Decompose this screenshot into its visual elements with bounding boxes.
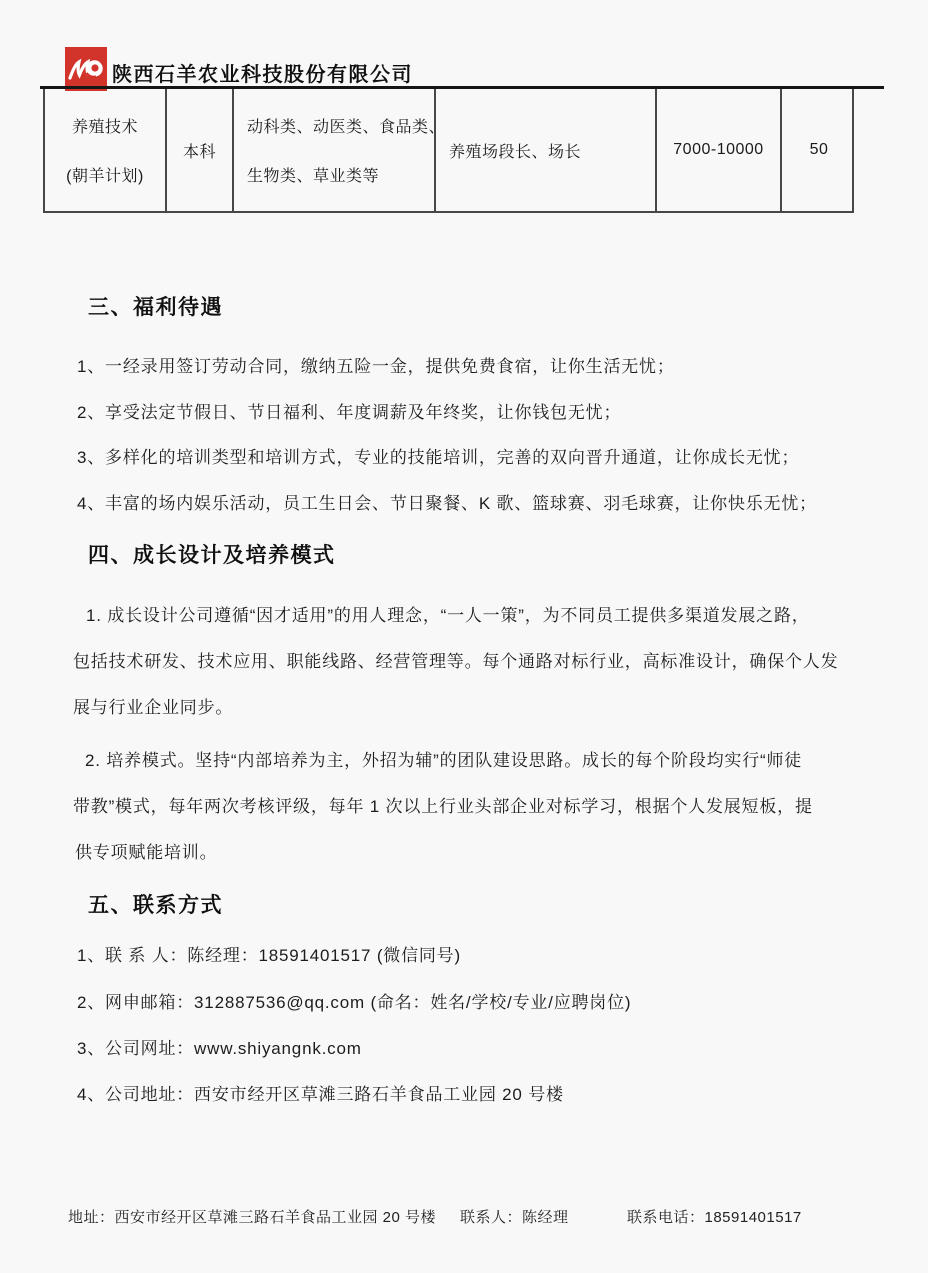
logo-mark-icon [65, 47, 107, 91]
contact-item-email: 2、网申邮箱：312887536@qq.com (命名：姓名/学校/专业/应聘岗位) [77, 993, 632, 1012]
section-contact-heading: 五、联系方式 [88, 894, 223, 917]
cell-salary [657, 89, 782, 211]
growth-p1-line-3: 展与行业企业同步。 [73, 698, 234, 717]
cell-roles [436, 89, 657, 211]
cell-education [167, 89, 234, 211]
growth-p2-line-3: 供专项赋能培训。 [75, 843, 218, 862]
welfare-item-2: 2、享受法定节假日、节日福利、年度调薪及年终奖，让你钱包无忧； [77, 403, 622, 422]
company-name: 陕西石羊农业科技股份有限公司 [112, 64, 413, 86]
growth-p2-line-1: 2. 培养模式。坚持“内部培养为主，外招为辅”的团队建设思路。成长的每个阶段均实行“师徒 [85, 751, 803, 770]
contact-item-website: 3、公司网址：www.shiyangnk.com [77, 1039, 362, 1058]
majors-line-1: 动科类、动医类、食品类、 [247, 119, 446, 136]
education-value: 本科 [182, 143, 216, 161]
salary-value: 7000-10000 [673, 141, 764, 158]
welfare-item-3: 3、多样化的培训类型和培训方式，专业的技能培训，完善的双向晋升通道，让你成长无忧； [77, 448, 800, 467]
contact-item-person: 1、联 系 人：陈经理：18591401517 (微信同号) [77, 946, 461, 965]
cell-headcount [782, 89, 856, 211]
cell-position [45, 89, 167, 211]
welfare-item-1: 1、一经录用签订劳动合同，缴纳五险一金，提供免费食宿，让你生活无忧； [77, 357, 675, 376]
company-logo [65, 47, 107, 91]
growth-p1-line-1: 1. 成长设计公司遵循“因才适用”的用人理念，“一人一策”，为不同员工提供多渠道发展之路， [86, 606, 810, 625]
growth-p1-line-2: 包括技术研发、技术应用、职能线路、经营管理等。每个通路对标行业，高标准设计，确保个人发 [73, 652, 839, 671]
footer-contact-phone: 联系电话：18591401517 [627, 1209, 802, 1226]
contact-item-address: 4、公司地址：西安市经开区草滩三路石羊食品工业园 20 号楼 [77, 1085, 564, 1104]
headcount-value: 50 [809, 141, 829, 158]
roles-value: 养殖场段长、场长 [449, 143, 582, 161]
position-line-1: 养殖技术 [71, 119, 138, 136]
welfare-item-4: 4、丰富的场内娱乐活动，员工生日会、节日聚餐、K 歌、篮球赛、羽毛球赛，让你快乐无忧； [77, 494, 817, 513]
majors-line-2: 生物类、草业类等 [247, 168, 380, 185]
section-growth-heading: 四、成长设计及培养模式 [88, 544, 336, 567]
section-welfare-heading: 三、福利待遇 [88, 296, 223, 319]
job-table [43, 89, 854, 213]
cell-majors [234, 89, 446, 211]
growth-p2-line-2: 带教”模式，每年两次考核评级，每年 1 次以上行业头部企业对标学习，根据个人发展短板，提 [73, 797, 813, 816]
footer-contact-person: 联系人：陈经理 [460, 1209, 569, 1226]
footer-address: 地址：西安市经开区草滩三路石羊食品工业园 20 号楼 [68, 1209, 437, 1226]
position-line-2: (朝羊计划) [66, 168, 144, 185]
